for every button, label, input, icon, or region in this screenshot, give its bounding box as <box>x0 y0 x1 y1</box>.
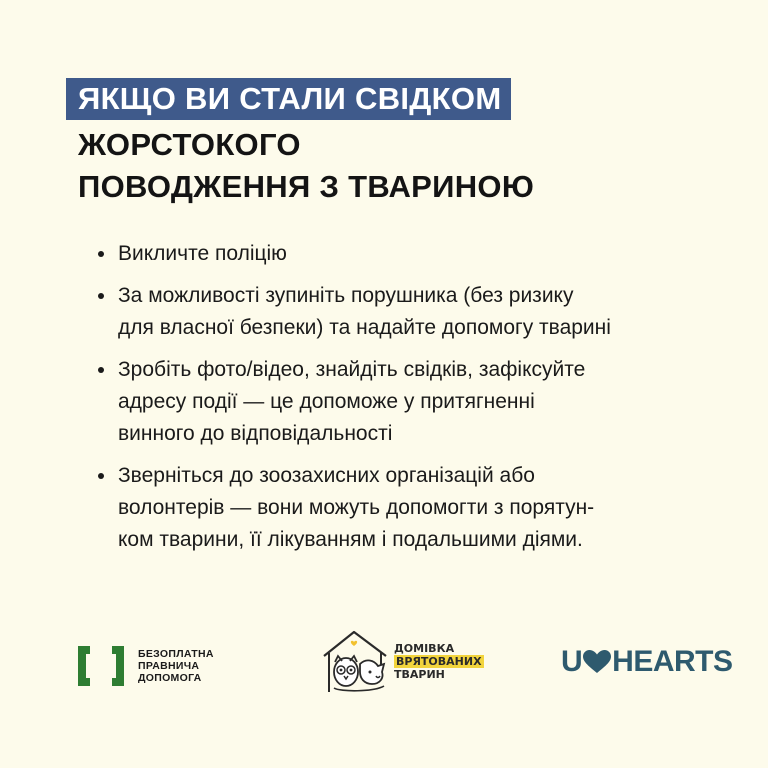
list-item-line: Зробіть фото/відео, знайдіть свідків, зафіксуйте <box>118 358 586 381</box>
advice-list <box>96 238 706 566</box>
list-item <box>96 354 706 450</box>
logo-text-line: ПРАВНИЧА <box>138 660 200 672</box>
logo-text-line: БЕЗОПЛАТНА <box>138 648 214 660</box>
logo-free-legal-aid-text <box>138 648 214 684</box>
list-item-line: волонтерів — вони можуть допомогти з порятун- <box>118 496 595 519</box>
logo-uhearts-rest: HEARTS <box>612 645 733 678</box>
logo-uhearts <box>561 645 733 679</box>
list-item-line: Зверніться до зоозахисних організацій або <box>118 464 535 487</box>
logo-text-line: ДОМІВКА <box>394 642 455 655</box>
logo-uhearts-u: U <box>561 645 583 678</box>
bullet-icon <box>98 293 104 299</box>
bullet-icon <box>98 251 104 257</box>
logo-free-legal-aid <box>76 644 214 688</box>
logo-text-line-highlight: ВРЯТОВАНИХ <box>396 655 482 668</box>
list-item-line: Викличте поліцію <box>118 242 287 265</box>
logo-rescued-animals-text <box>394 642 484 681</box>
list-item-line: За можливості зупиніть порушника (без ризику <box>118 284 574 307</box>
logo-text-line: ТВАРИН <box>394 668 445 681</box>
bullet-icon <box>98 367 104 373</box>
list-item <box>96 460 706 556</box>
heart-icon <box>583 650 611 674</box>
logo-text-line: ДОПОМОГА <box>138 672 202 684</box>
list-item-line: ком тварини, її лікуванням і подальшими діями. <box>118 528 583 551</box>
title-line-3: ПОВОДЖЕННЯ З ТВАРИНОЮ <box>78 169 535 204</box>
list-item <box>96 238 706 270</box>
logo-rescued-animals-home <box>320 626 482 696</box>
title-highlight: ЯКЩО ВИ СТАЛИ СВІДКОМ <box>66 78 511 120</box>
list-item-line: адресу події — це допоможе у притягненні <box>118 390 535 413</box>
bullet-icon <box>98 473 104 479</box>
list-item-line: для власної безпеки) та надайте допомогу тварині <box>118 316 611 339</box>
brackets-icon <box>76 644 126 688</box>
house-pets-icon <box>320 626 392 696</box>
list-item <box>96 280 706 344</box>
title-block <box>66 78 534 208</box>
title-line-2: ЖОРСТОКОГО <box>78 127 301 162</box>
partner-logos <box>0 620 768 700</box>
list-item-line: винного до відповідальності <box>118 422 393 445</box>
